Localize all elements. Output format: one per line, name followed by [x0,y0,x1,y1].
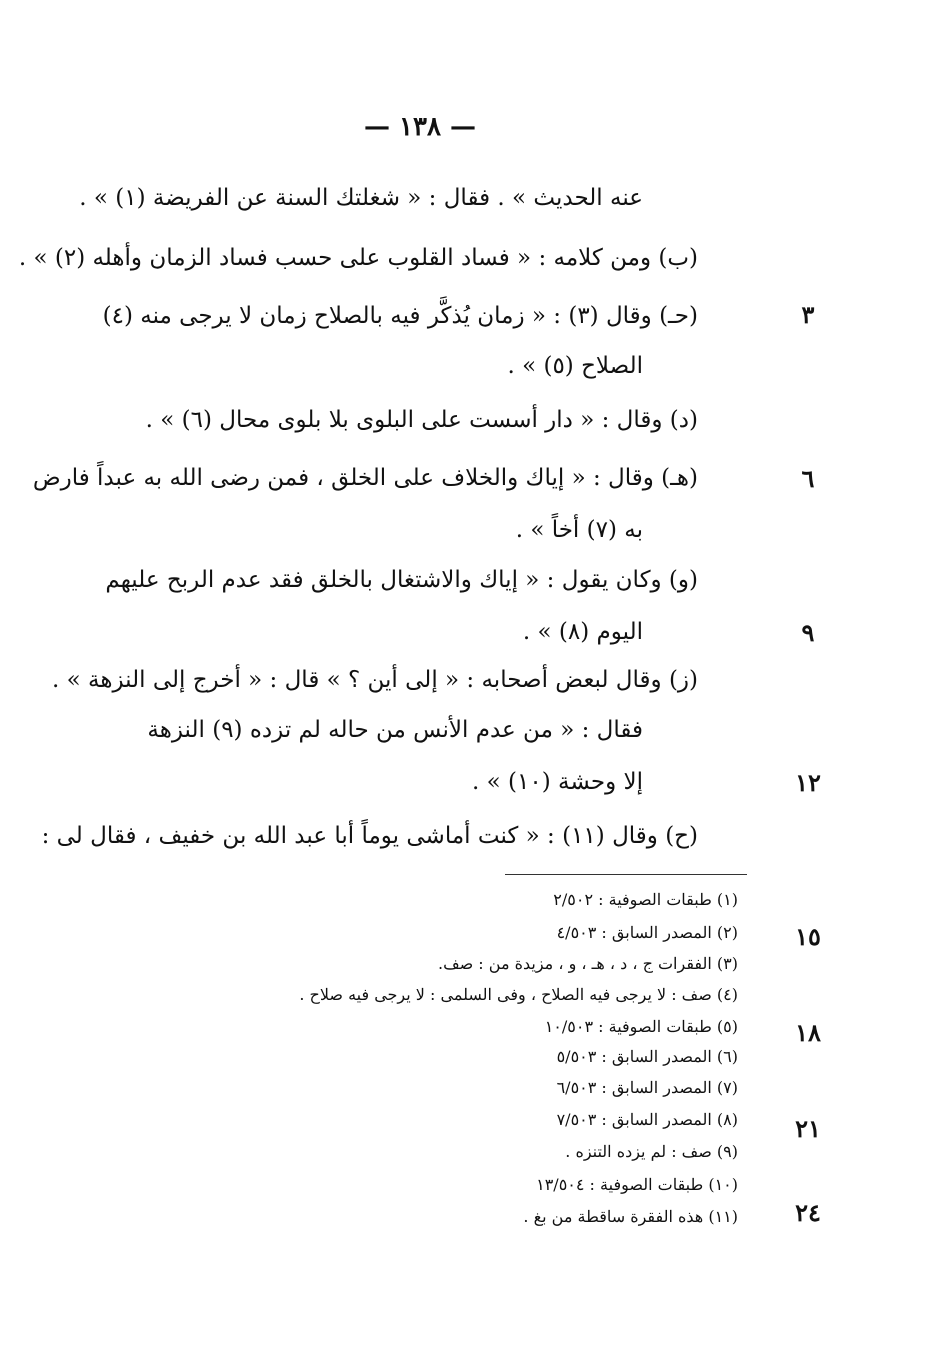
body-line-9: اليوم (٨) » . [522,619,643,645]
footnote: (٨) المصدر السابق : ٧/٥٠٣ [556,1110,738,1129]
footnote: (٣) الفقرات ج ، د ، هـ ، و ، مزيدة من : صف. [437,954,738,973]
body-line-7: به (٧) أخاً » . [515,517,643,543]
footnote: (١) طبقات الصوفية : ٢/٥٠٢ [553,890,738,909]
line-marker: ١٨ [795,1018,821,1047]
body-line-4: الصلاح (٥) » . [507,353,643,379]
footnote: (١١) هذه الفقرة ساقطة من بغ . [523,1207,738,1226]
body-line-3: (حـ) وقال (٣) : « زمان يُذكَّر فيه بالصلاح زمان لا يرجى منه (٤) [102,303,698,329]
line-marker: ٣ [801,300,815,329]
body-line-8: (و) وكان يقول : « إياك والاشتغال بالخلق فقد عدم الربح عليهم [105,567,698,593]
footnote: (٧) المصدر السابق : ٦/٥٠٣ [556,1078,738,1097]
line-marker: ٢٤ [795,1198,821,1227]
line-marker: ١٢ [795,768,821,797]
footnote: (٩) صف : لم يزده التنزه . [565,1142,738,1161]
line-marker: ٩ [801,618,815,647]
body-line-10: (ز) وقال لبعض أصحابه : « إلى أين ؟ » قال : « أخرج إلى النزهة » . [52,667,698,693]
body-line-12: إلا وحشة (١٠) » . [472,769,643,795]
footnote: (٦) المصدر السابق : ٥/٥٠٣ [556,1047,738,1066]
footnote: (٤) صف : لا يرجى فيه الصلاح ، وفى السلمى : لا يرجى فيه صلاح . [299,985,738,1004]
footnote: (٢) المصدر السابق : ٤/٥٠٣ [556,923,738,942]
footnote-divider [505,874,747,875]
body-line-1: عنه الحديث » . فقال : « شغلتك السنة عن الفريضة (١) » . [79,185,643,211]
footnote: (٥) طبقات الصوفية : ١٠/٥٠٣ [544,1017,738,1036]
body-line-13: (ح) وقال (١١) : « كنت أماشى يوماً أبا عبد الله بن خفيف ، فقال لى : [41,823,698,849]
footnote: (١٠) طبقات الصوفية : ١٣/٥٠٤ [536,1175,738,1194]
line-marker: ٢١ [795,1114,821,1143]
body-line-11: فقال : « من عدم الأنس من حاله لم تزده (٩) النزهة [147,717,643,743]
line-marker: ١٥ [795,922,821,951]
body-line-5: (د) وقال : « دار أسست على البلوى بلا بلوى محال (٦) » . [145,407,698,433]
body-line-2: (ب) ومن كلامه : « فساد القلوب على حسب فساد الزمان وأهله (٢) » . [18,245,698,271]
page-number: — ١٣٨ — [363,112,477,142]
body-line-6: (هـ) وقال : « إياك والخلاف على الخلق ، فمن رضى الله به عبداً فارض [32,465,698,491]
line-marker: ٦ [801,464,815,493]
